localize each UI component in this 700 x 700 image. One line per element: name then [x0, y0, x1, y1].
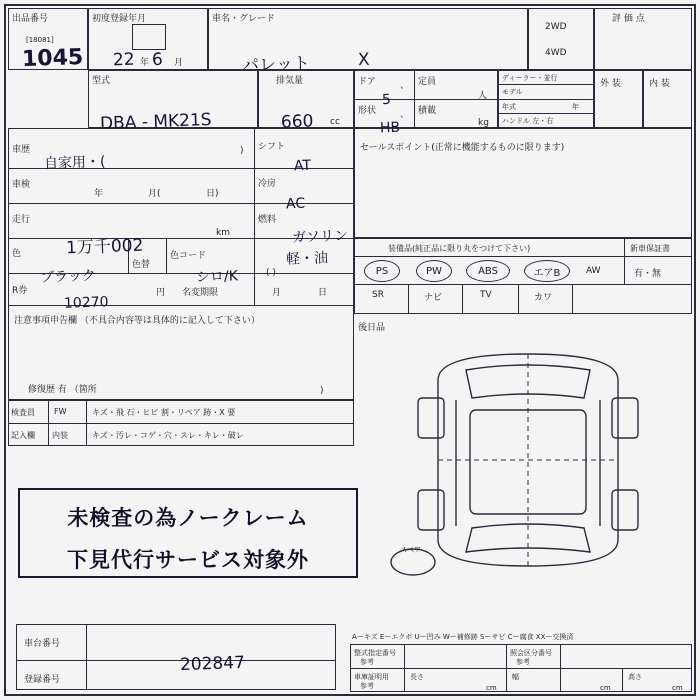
footer-form-label-3: 車庫証明用 — [354, 673, 389, 681]
equipment-label: 装備品(純正品に限り丸をつけて下さい) — [388, 244, 531, 253]
equipment-ps-circle — [364, 260, 400, 282]
name-change-label: 名変期限 — [182, 288, 219, 298]
lot-number-label: 出品番号 — [12, 14, 49, 24]
fw-label: FW — [54, 407, 67, 416]
notice-line-1: 未検査の為ノークレーム — [67, 506, 309, 530]
name-change-day: 日 — [318, 288, 328, 298]
notice-box — [18, 488, 358, 578]
equipment-pw-label: PW — [426, 265, 442, 277]
warranty-label: 新車保証書 — [630, 244, 670, 253]
inspector-col-divider-2 — [86, 400, 87, 446]
displacement-unit: cc — [330, 117, 340, 127]
notes-label: 注意事項申告欄 （不具合内容等は具体的に記入して下さい） — [14, 316, 260, 326]
footer-unit-cm-1: cm — [486, 684, 497, 692]
type-label: 型式 — [92, 76, 111, 86]
model-label: モデル — [502, 88, 523, 96]
r-ticket-label: R券 — [12, 286, 28, 296]
registration-label: 登録番号 — [24, 675, 61, 685]
car-diagram — [378, 340, 678, 590]
r-ticket-unit: 円 — [156, 288, 166, 298]
entry-label: 記入欄 — [11, 431, 35, 440]
year-unit: 年 — [572, 103, 579, 111]
equipment-abs-circle — [466, 260, 510, 282]
chassis-divider — [16, 660, 336, 661]
equipment-aw-label: AW — [586, 266, 601, 276]
displacement-label: 排気量 — [276, 76, 304, 86]
color-code-divider — [166, 238, 167, 273]
color-change-label: 色替 — [132, 260, 151, 270]
equipment-col-div-2 — [462, 284, 463, 314]
color-code-label: 色コード — [170, 251, 207, 261]
door-value: 5 — [381, 91, 392, 109]
rating-label: 評 価 点 — [612, 14, 645, 24]
repair-close: ) — [320, 386, 324, 396]
exterior-label: 外 装 — [600, 79, 621, 89]
footer-form-height: 高さ — [628, 673, 642, 681]
shift-label: シフト — [258, 142, 286, 152]
first-registration-month: 6 — [151, 49, 164, 71]
equipment-col-div-1 — [408, 284, 409, 314]
shift-value: AT — [293, 157, 312, 175]
equipment-abs-label: ABS — [478, 265, 498, 277]
warranty-value: 有・無 — [634, 269, 662, 279]
equipment-row-divider — [354, 284, 692, 285]
inspector-mid-divider — [8, 423, 354, 424]
damage-legend: Aーキズ Eーエクボ Uー凹み Wー補修跡 Sーサビ Cー腐食 XXー交換済 — [352, 633, 574, 641]
door-unit: 、 — [400, 81, 410, 91]
drive-type-cell — [528, 8, 594, 70]
footer-form-col-2 — [506, 644, 507, 692]
chassis-block — [16, 624, 336, 690]
left-col-divider — [254, 128, 255, 305]
lot-sub-number: [18081] — [26, 36, 54, 44]
footer-form-label-1: 整式指定番号 — [354, 649, 396, 657]
color-label: 色 — [12, 249, 22, 259]
drive-2wd-label: 2WD — [545, 22, 567, 32]
equipment-col-div-4 — [572, 284, 573, 314]
equipment-navi-label: ナビ — [424, 293, 443, 303]
load-unit: kg — [478, 118, 489, 128]
aircon-label: 冷房 — [258, 179, 277, 189]
color-change-value: シロ/K — [195, 268, 239, 286]
equipment-airbag-circle — [524, 260, 570, 282]
capacity-unit: 人 — [478, 91, 488, 101]
inspector-col-divider-1 — [48, 400, 49, 446]
dealer-divider-2 — [498, 99, 594, 100]
footer-unit-cm-3: cm — [672, 684, 683, 692]
footer-form-label-2-sub: 参考 — [516, 658, 530, 666]
mileage-label: 走行 — [12, 215, 31, 225]
door-capacity-divider — [414, 70, 415, 128]
footer-form-label-3-sub: 参考 — [360, 682, 374, 690]
notice-line-2: 下見代行サービス対象外 — [67, 548, 309, 572]
equipment-tv-label: TV — [480, 290, 492, 300]
inspection-label: 車検 — [12, 180, 31, 190]
type-value: DBA - MK21S — [99, 110, 212, 134]
first-registration-month-unit: 月 — [174, 58, 184, 68]
first-registration-year: 22 — [112, 49, 135, 71]
chassis-label-divider — [86, 624, 87, 690]
r-ticket-value: 10270 — [63, 294, 109, 312]
fuel-light-value: 軽・油 — [285, 250, 329, 268]
first-registration-label: 初度登録年月 — [92, 14, 147, 24]
equipment-warranty-divider — [624, 238, 625, 284]
interior-label: 内 装 — [649, 79, 670, 89]
fw-items: キズ・飛 石・ヒビ 割・リペア 跡・X 要 — [92, 408, 236, 417]
equipment-sr-label: SR — [372, 290, 384, 300]
sales-point-label: セールスポイント(正常に機能するものに限ります) — [360, 143, 565, 153]
footer-unit-cm-2: cm — [600, 684, 611, 692]
footer-form-label-2: 照会区分番号 — [510, 649, 552, 657]
footer-form-label-1-sub: 参考 — [360, 658, 374, 666]
dealer-divider-1 — [498, 84, 594, 85]
shape-unit: 、 — [400, 110, 410, 120]
capacity-label: 定員 — [418, 77, 437, 87]
dealer-divider-3 — [498, 113, 594, 114]
repair-label: 修復歴 有 （箇所 — [28, 385, 97, 395]
handle-label: ハンドル 左・右 — [502, 117, 554, 125]
color-value: ブラック — [39, 268, 97, 286]
equipment-airbag-label: エアB — [533, 267, 561, 279]
shape-value: HB — [379, 119, 401, 137]
year-label: 年式 — [502, 103, 516, 111]
footer-form-length: 長さ — [410, 673, 424, 681]
history-value: 自家用・( — [43, 153, 106, 173]
mileage-unit: km — [216, 228, 230, 238]
mileage-value: 1万千002 — [65, 235, 144, 259]
door-label: ドア — [358, 77, 376, 87]
equipment-kawa-label: カワ — [534, 293, 553, 303]
inspection-year: 年 — [94, 189, 104, 199]
inspection-day: 日) — [206, 189, 219, 199]
footer-form-col-4 — [622, 668, 623, 692]
door-shape-divider — [354, 99, 498, 100]
interior-items: キズ・汚レ・コゲ・穴・スレ・キレ・破レ — [92, 431, 244, 440]
fuel-label: 燃料 — [258, 215, 277, 225]
footer-form-width: 幅 — [512, 673, 519, 681]
fuel-gas-value: ガソリン — [291, 228, 349, 246]
model-grade-value: パレット — [241, 53, 311, 77]
dealer-label: ディーラー・並行 — [502, 74, 558, 82]
grade-value: X — [357, 49, 371, 71]
history-close: ) — [240, 146, 244, 156]
inspection-month: 月( — [148, 189, 161, 199]
footer-form-col-1 — [404, 644, 405, 692]
model-grade-label: 車名・グレード — [212, 14, 276, 24]
first-registration-inner-box — [132, 24, 166, 50]
color-code-value: ( ) — [266, 268, 276, 278]
name-change-month: 月 — [272, 288, 282, 298]
inspector-label: 検査員 — [11, 408, 35, 417]
chassis-label: 車台番号 — [24, 639, 61, 649]
equipment-ps-label: PS — [375, 265, 389, 277]
drive-4wd-label: 4WD — [545, 48, 567, 58]
footer-form-row-divider — [350, 668, 692, 669]
first-registration-year-unit: 年 — [140, 58, 150, 68]
interior-items-label: 内装 — [52, 431, 68, 440]
chassis-value: 202847 — [179, 652, 246, 676]
load-label: 積載 — [418, 106, 437, 116]
left-row-divider-5 — [8, 305, 354, 306]
spare-tire-label: スペア — [400, 546, 421, 554]
displacement-value: 660 — [280, 111, 314, 133]
equipment-col-div-3 — [518, 284, 519, 314]
lot-number-value: 1045 — [21, 44, 84, 73]
footer-form-col-3 — [560, 644, 561, 692]
equipment-pw-circle — [416, 260, 452, 282]
shape-label: 形状 — [358, 106, 377, 116]
aircon-value: AC — [285, 195, 306, 213]
equipment-header-divider — [354, 256, 692, 257]
later-items-label: 後日品 — [358, 323, 386, 333]
history-label: 車歴 — [12, 145, 31, 155]
